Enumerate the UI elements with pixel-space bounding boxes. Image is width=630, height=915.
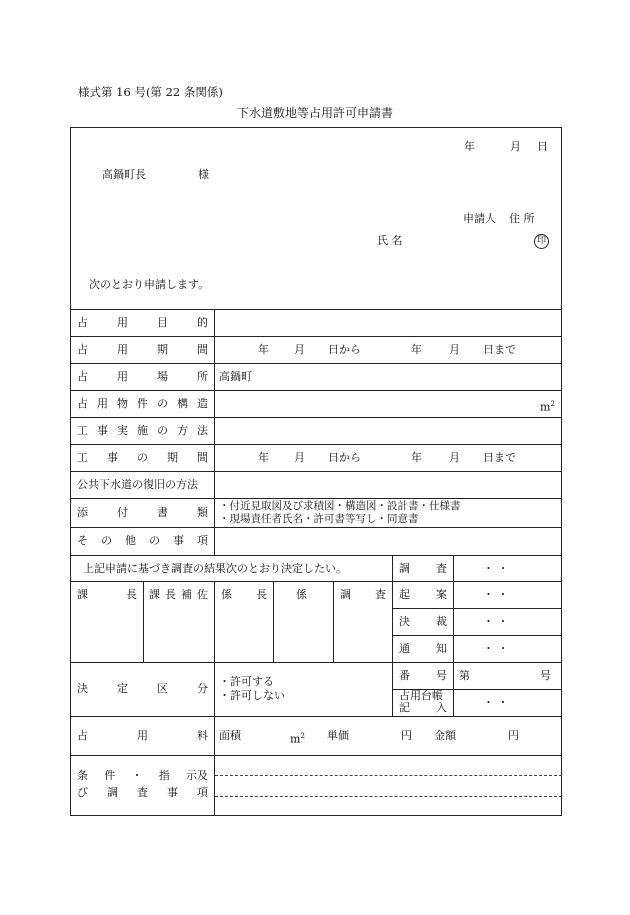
label-work-period: 工 事 の 期 間 <box>77 451 208 464</box>
label-purpose: 占 用 目 的 <box>77 316 208 329</box>
side-value-survey: ・ ・ <box>483 562 509 575</box>
label-fee: 占 用 料 <box>77 729 208 742</box>
address-label: 住 所 <box>509 212 535 225</box>
attachments-line-2: ・現場責任者氏名・許可書等写し・同意書 <box>219 513 419 525</box>
side-value-approval: ・ ・ <box>483 615 509 628</box>
side-label-draft: 起 案 <box>399 588 447 601</box>
period-to: 日まで <box>483 343 516 356</box>
applicant-label: 申請人 <box>463 212 496 225</box>
label-structure: 占 用 物 件 の 構 造 <box>77 397 208 410</box>
date-month: 月 <box>510 140 521 153</box>
side-value-draft: ・ ・ <box>483 588 509 601</box>
label-attachments: 添 付 書 類 <box>77 506 208 519</box>
fee-amount-label: 金額 <box>434 729 456 742</box>
option-deny: ・許可しない <box>219 689 285 702</box>
period-y1: 年 <box>258 343 269 356</box>
side-label-notice: 通 知 <box>399 642 447 655</box>
ledger-label-2: 記 入 <box>399 701 447 714</box>
label-place: 占 用 場 所 <box>77 370 208 383</box>
attachments-line-1: ・付近見取図及び求積図・構造図・設計書・仕様書 <box>219 500 461 512</box>
side-label-approval: 決 裁 <box>399 615 447 628</box>
role-investigation: 調 査 <box>340 588 386 601</box>
label-conditions-1: 条 件 ・ 指 示及 <box>77 769 208 782</box>
work-from: 日から <box>328 451 361 464</box>
number-suffix: 号 <box>540 669 551 682</box>
fee-yen-2: 円 <box>508 729 519 742</box>
work-to: 日まで <box>483 451 516 464</box>
fee-unit-price-label: 単価 <box>327 729 349 742</box>
role-section-chief: 課 長 <box>77 588 137 601</box>
period-m2: 月 <box>449 343 460 356</box>
period-y2: 年 <box>411 343 422 356</box>
period-m1: 月 <box>294 343 305 356</box>
honorific: 様 <box>198 168 209 181</box>
label-number: 番 号 <box>399 669 447 682</box>
fee-yen-1: 円 <box>401 729 412 742</box>
work-y1: 年 <box>258 451 269 464</box>
period-from: 日から <box>328 343 361 356</box>
side-label-survey: 調 査 <box>399 562 447 575</box>
role-assistant-chief: 課 長 補 佐 <box>149 588 208 601</box>
label-others: そ の 他 の 事 項 <box>77 534 208 547</box>
side-value-notice: ・ ・ <box>483 642 509 655</box>
form-title: 下水道敷地等占用許可申請書 <box>236 106 393 120</box>
form-number: 様式第 16 号(第 22 条関係) <box>78 85 223 99</box>
structure-unit: $m^2$ <box>540 400 555 414</box>
place-value: 高鍋町 <box>219 370 252 383</box>
application-form <box>70 127 562 816</box>
role-subsection-chief: 係 長 <box>221 588 267 601</box>
work-m2: 月 <box>449 451 460 464</box>
work-m1: 月 <box>294 451 305 464</box>
fee-m2: $m^2$ <box>290 732 305 746</box>
request-statement: 次のとおり申請します。 <box>89 278 210 291</box>
number-prefix: 第 <box>459 669 470 682</box>
addressee: 高鍋町長 <box>102 168 146 181</box>
review-statement: 上記申請に基づき調査の結果次のとおり決定したい。 <box>83 562 347 575</box>
seal-mark: 印 <box>534 234 549 249</box>
fee-area-label: 面積 <box>219 729 241 742</box>
label-method: 工 事 実 施 の 方 法 <box>77 424 208 437</box>
role-staff: 係 <box>296 588 307 601</box>
label-restore: 公共下水道の復旧の方法 <box>77 478 198 491</box>
label-conditions-2: び 調 査 事 項 <box>77 786 208 799</box>
date-day: 日 <box>537 140 548 153</box>
work-y2: 年 <box>411 451 422 464</box>
ledger-value: ・ ・ <box>483 696 509 709</box>
date-year: 年 <box>464 140 475 153</box>
name-label: 氏 名 <box>377 234 403 247</box>
label-decision: 決 定 区 分 <box>77 682 208 695</box>
ledger-label-1: 占用台帳 <box>399 689 443 702</box>
label-period: 占 用 期 間 <box>77 343 208 356</box>
option-permit: ・許可する <box>219 675 274 688</box>
